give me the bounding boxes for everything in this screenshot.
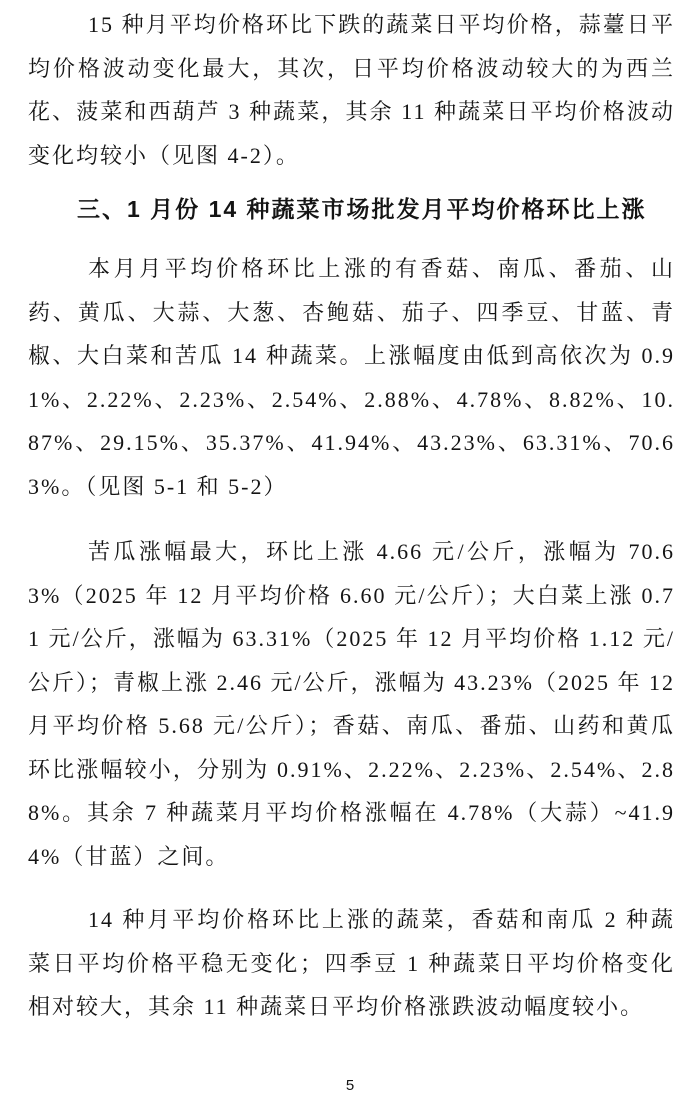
para-rising-veg-details: 苦瓜涨幅最大，环比上涨 4.66 元/公斤，涨幅为 70.63%（2025 年 12 月平均价格 6.60 元/公斤）；大白菜上涨 0.71 元/公斤，涨幅为 63.31%（2025 年 12 月平均价格 1.12 元/公斤）；青椒上涨 2.46 元/公斤，涨幅为 43.23%（2025 年 12 月平均价格 5.68 元/公斤）；香菇、南瓜、番茄、山药和黄瓜环比涨幅较小，分别为 0.91%、2.22%、2.23%、2.54%、2.88%。其余 7 种蔬菜月平均价格涨幅在 4.78%（大蒜）~41.94%（甘蓝）之间。 [28, 539, 675, 869]
document-body [28, 3, 675, 1029]
para-rising-veg-list: 本月月平均价格环比上涨的有香菇、南瓜、番茄、山药、黄瓜、大蒜、大葱、杏鲍菇、茄子、四季豆、甘蓝、青椒、大白菜和苦瓜 14 种蔬菜。上涨幅度由低到高依次为 0.91%、2.22%、2.23%、2.54%、2.88%、4.78%、8.82%、10.87%、29.15%、35.37%、41.94%、43.23%、63.31%、70.63%。（见图 5-1 和 5-2） [28, 256, 675, 499]
para-declining-veg-daily-price: 15 种月平均价格环比下跌的蔬菜日平均价格，蒜薹日平均价格波动变化最大，其次，日平均价格波动较大的为西兰花、菠菜和西葫芦 3 种蔬菜，其余 11 种蔬菜日平均价格波动变化均较小（见图 4-2）。 [28, 12, 675, 168]
page-number: 5 [345, 1077, 355, 1094]
para-rising-veg-daily-price: 14 种月平均价格环比上涨的蔬菜，香菇和南瓜 2 种蔬菜日平均价格平稳无变化；四季豆 1 种蔬菜日平均价格变化相对较大，其余 11 种蔬菜日平均价格涨跌波动幅度较小。 [28, 907, 675, 1019]
page-footer [0, 1078, 700, 1093]
section-heading: 三、1 月份 14 种蔬菜市场批发月平均价格环比上涨 [77, 196, 647, 222]
